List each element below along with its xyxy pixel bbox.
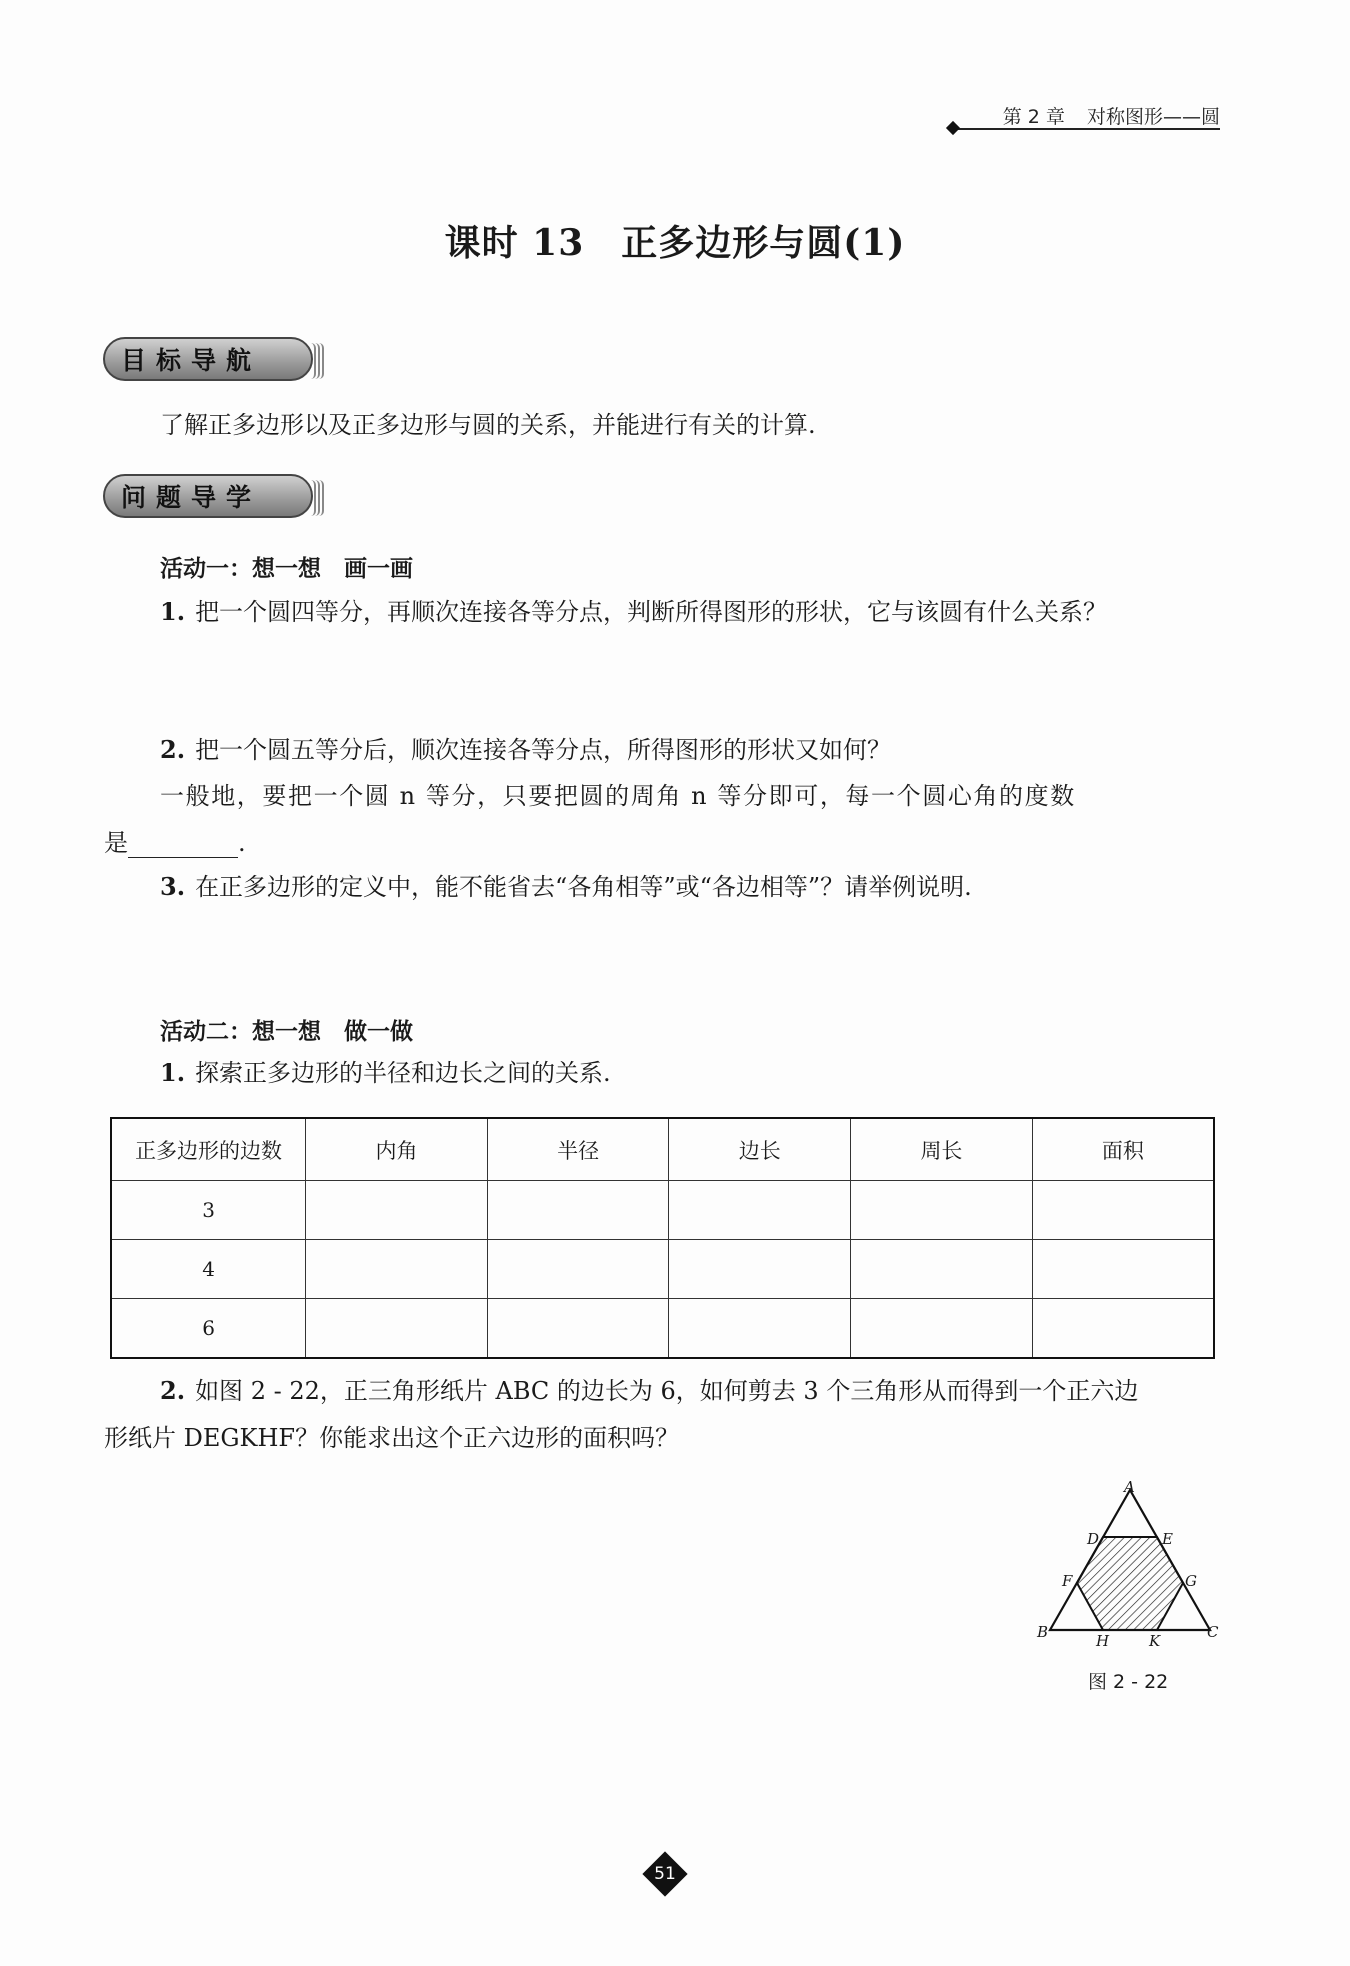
column-header: 半径 (487, 1118, 669, 1181)
table-row (111, 1299, 1214, 1359)
question-text: 把一个圆五等分后，顺次连接各等分点，所得图形的形状又如何？ (195, 736, 892, 764)
label-h: H (1096, 1632, 1110, 1650)
goal-badge-label: 目标导航 (121, 346, 262, 375)
table-cell[interactable] (487, 1299, 669, 1359)
table-cell[interactable] (487, 1181, 669, 1240)
label-b: B (1037, 1623, 1049, 1641)
question-text: 在正多边形的定义中，能不能省去“各角相等”或“各边相等”？请举例说明. (195, 873, 972, 901)
table-header-row (111, 1118, 1214, 1181)
badge-tail-icon (311, 343, 325, 379)
activity2-question-2-continued: 形纸片 DEGKHF？你能求出这个正六边形的面积吗？ (104, 1424, 680, 1452)
table-cell[interactable] (851, 1299, 1033, 1359)
diamond-icon (946, 121, 960, 135)
label-a: A (1124, 1478, 1135, 1496)
row-label: 6 (111, 1299, 306, 1359)
table-row (111, 1181, 1214, 1240)
activity1-question-2-continued: 一般地，要把一个圆 n 等分，只要把圆的周角 n 等分即可，每一个圆心角的度数 (160, 782, 1076, 810)
question-text: 把一个圆四等分，再顺次连接各等分点，判断所得图形的形状，它与该圆有什么关系？ (195, 598, 1108, 626)
answer-prefix: 是 (104, 829, 128, 857)
activity2-question-1 (160, 1058, 611, 1088)
table-cell[interactable] (669, 1181, 851, 1240)
label-f: F (1062, 1572, 1073, 1590)
goal-badge (103, 337, 313, 381)
study-badge (103, 474, 313, 518)
label-k: K (1149, 1632, 1161, 1650)
page-number-badge (643, 1852, 687, 1896)
column-header: 周长 (851, 1118, 1033, 1181)
chapter-title: 对称图形——圆 (1086, 106, 1220, 128)
table-cell[interactable] (306, 1299, 488, 1359)
badge-tail-icon (311, 480, 325, 516)
table-cell[interactable] (306, 1240, 488, 1299)
lesson-title: 课时 13 正多边形与圆(1) (444, 222, 906, 264)
question-number: 3. (160, 872, 186, 901)
table-cell[interactable] (851, 1181, 1033, 1240)
table-cell[interactable] (669, 1299, 851, 1359)
table-cell[interactable] (306, 1181, 488, 1240)
label-e: E (1162, 1530, 1173, 1548)
study-badge-label: 问题导学 (121, 483, 262, 512)
chapter-header (1003, 102, 1220, 129)
label-g: G (1185, 1572, 1197, 1590)
hexagon-degkhf (1077, 1537, 1183, 1630)
column-header: 面积 (1032, 1118, 1214, 1181)
activity2-title: 活动二：想一想 做一做 (160, 1019, 413, 1045)
table-cell[interactable] (1032, 1181, 1214, 1240)
column-header: 边长 (669, 1118, 851, 1181)
table-cell[interactable] (1032, 1240, 1214, 1299)
row-label: 3 (111, 1181, 306, 1240)
page-number: 51 (654, 1864, 676, 1884)
goal-text: 了解正多边形以及正多边形与圆的关系，并能进行有关的计算. (160, 411, 816, 439)
header-rule (955, 128, 1220, 130)
activity2-question-2 (160, 1376, 1138, 1406)
activity1-title: 活动一：想一想 画一画 (160, 556, 413, 582)
activity1-question-2 (160, 735, 891, 765)
table-cell[interactable] (1032, 1299, 1214, 1359)
label-c: C (1207, 1623, 1219, 1641)
table-cell[interactable] (851, 1240, 1033, 1299)
question-number: 2. (160, 735, 186, 764)
question-number: 2. (160, 1376, 186, 1405)
question-text: 探索正多边形的半径和边长之间的关系. (195, 1059, 611, 1087)
row-label: 4 (111, 1240, 306, 1299)
triangle-hexagon-figure (1025, 1475, 1245, 1695)
chapter-number: 第 2 章 (1002, 106, 1065, 128)
label-d: D (1087, 1530, 1100, 1548)
question-text: 如图 2 - 22，正三角形纸片 ABC 的边长为 6，如何剪去 3 个三角形从而得到一个正六边 (195, 1377, 1139, 1405)
table-cell[interactable] (669, 1240, 851, 1299)
question-number: 1. (160, 1058, 186, 1087)
column-header: 正多边形的边数 (111, 1118, 306, 1181)
answer-suffix: . (238, 829, 246, 857)
column-header: 内角 (306, 1118, 488, 1181)
table-row (111, 1240, 1214, 1299)
activity1-question-1 (160, 597, 1107, 627)
activity1-question-3 (160, 872, 972, 902)
answer-blank[interactable] (128, 833, 238, 858)
question-number: 1. (160, 597, 186, 626)
table-cell[interactable] (487, 1240, 669, 1299)
answer-line (104, 828, 246, 858)
figure-caption: 图 2 - 22 (1088, 1671, 1169, 1693)
polygon-table (110, 1117, 1215, 1359)
